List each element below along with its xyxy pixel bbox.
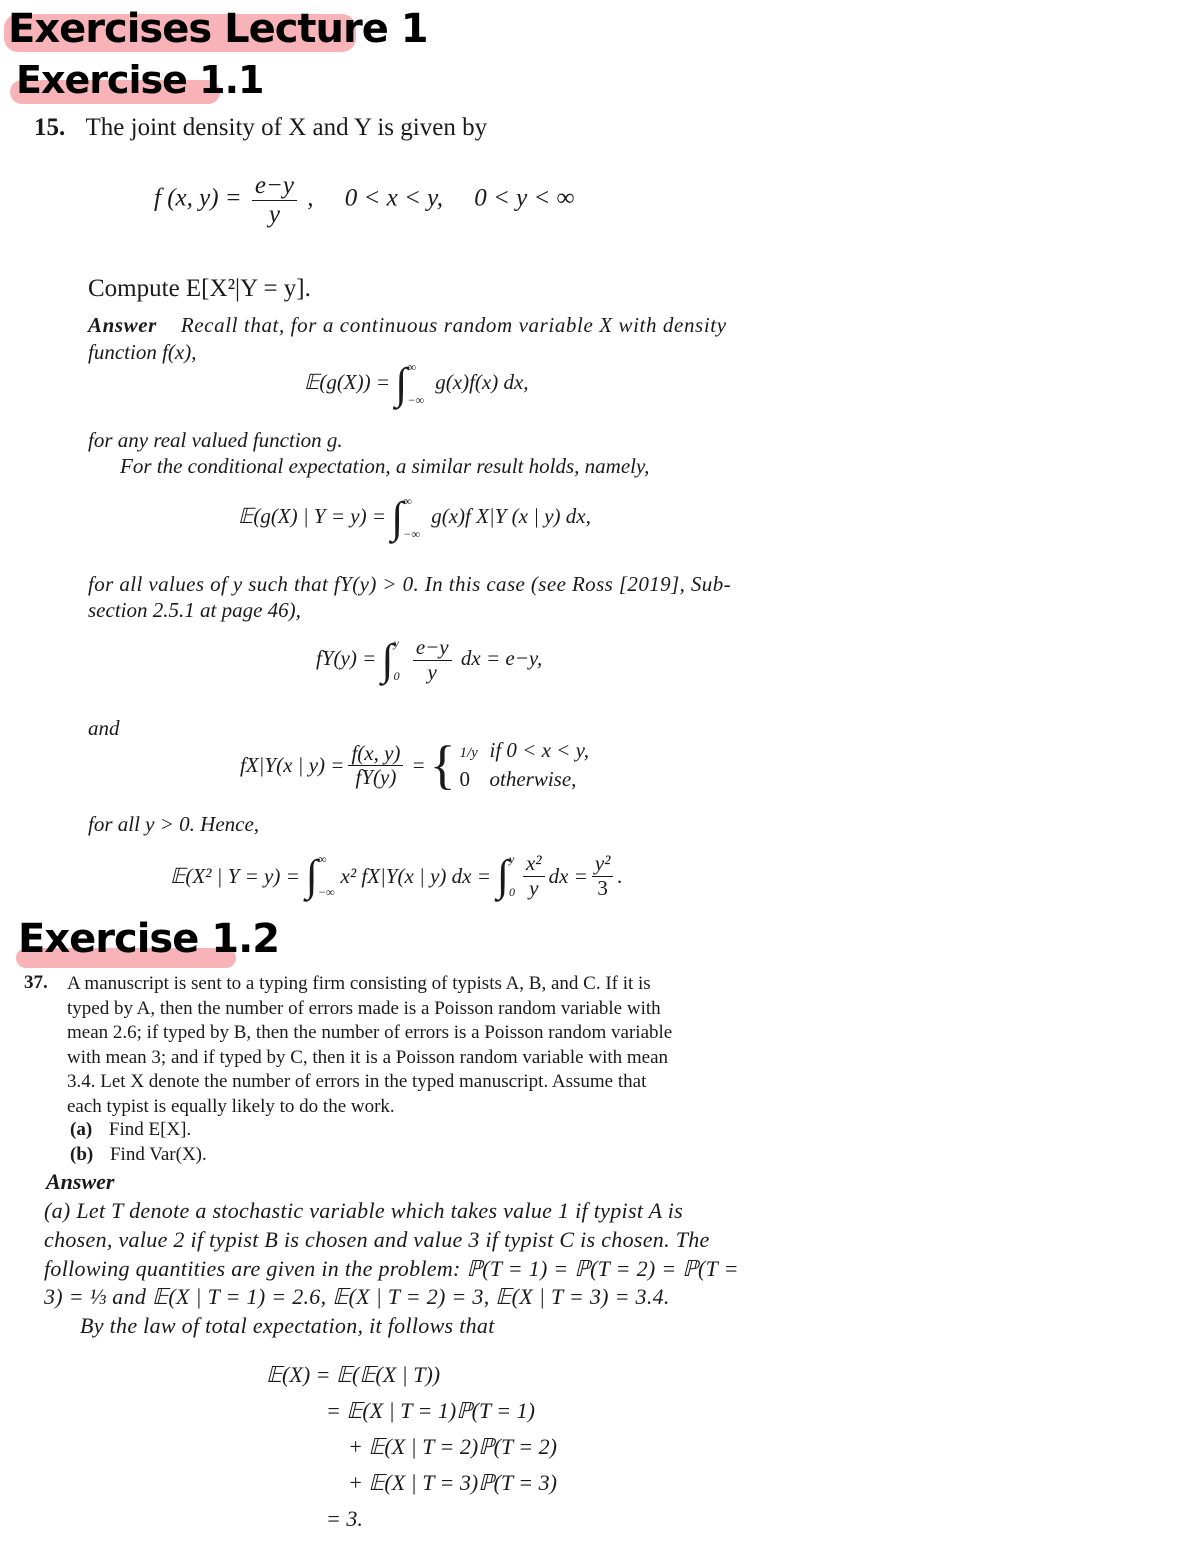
period: .	[617, 863, 623, 888]
case-1-condition: if 0 < x < y,	[489, 738, 589, 762]
lecture-heading: Exercises Lecture 1	[8, 6, 428, 52]
answer-line: chosen, value 2 if typist B is chosen and value 3 if typist C is chosen. The	[44, 1226, 710, 1252]
problem-line: typed by A, then the number of errors made is a Poisson random variable with	[67, 997, 661, 1019]
derivation-line-2: = 𝔼(X | T = 1)ℙ(T = 1)	[326, 1398, 535, 1423]
lower-limit: 0	[508, 885, 515, 899]
problem-number: 15.	[34, 114, 66, 141]
density-conditions: , 0 < x < y, 0 < y < ∞	[307, 184, 575, 212]
part-b-label: (b)	[70, 1144, 94, 1165]
answer-intro	[88, 313, 727, 338]
eq3-numerator: e−y	[413, 636, 452, 660]
conditional-intro: For the conditional expectation, a similar result holds, namely,	[120, 454, 650, 478]
case-1	[460, 736, 590, 765]
conditional-density-equation	[240, 736, 589, 795]
compute-statement: Compute E[X²|Y = y].	[88, 275, 311, 302]
derivation-line-4: + 𝔼(X | T = 3)ℙ(T = 3)	[348, 1470, 557, 1495]
derivation-line-5: = 3.	[326, 1506, 363, 1531]
problem-number-37: 37.	[24, 972, 48, 993]
part-a-text: Find E[X].	[108, 1119, 192, 1140]
density-fraction	[252, 172, 297, 228]
upper-limit: ∞	[317, 852, 327, 866]
eq1-rhs: g(x)f(x) dx,	[435, 369, 529, 394]
integral-limits	[403, 494, 420, 542]
density-lhs: f (x, y) =	[154, 184, 242, 212]
integral-limits	[407, 360, 424, 408]
marginal-density-equation	[316, 636, 542, 684]
eq4-fraction	[348, 742, 403, 789]
eq4-lhs: fX|Y(x | y) =	[240, 752, 345, 777]
eq4-numerator: f(x, y)	[348, 742, 403, 766]
conditional-expectation-equation	[238, 494, 591, 542]
integral-sign: ∫	[395, 359, 408, 408]
eq3-lhs: fY(y) =	[316, 645, 377, 670]
upper-limit: ∞	[407, 360, 416, 374]
integral-sign: ∫	[391, 493, 404, 542]
eq3-fraction	[413, 636, 452, 683]
exercise-1-2-heading: Exercise 1.2	[18, 916, 280, 962]
integral-limits	[509, 852, 515, 900]
upper-limit: y	[508, 852, 515, 866]
upper-limit: y	[393, 636, 399, 650]
part-b	[70, 1144, 207, 1166]
exercise-1-1-heading: Exercise 1.1	[16, 58, 264, 102]
lower-limit: 0	[393, 669, 400, 683]
problem-line: each typist is equally likely to do the work.	[67, 1095, 395, 1117]
cases	[460, 736, 590, 795]
part-b-text: Find Var(X).	[109, 1144, 207, 1165]
eq5-fraction	[523, 852, 545, 899]
section-reference: section 2.5.1 at page 46),	[88, 598, 301, 622]
density-numerator: e−y	[252, 172, 297, 201]
derivation-line-1: 𝔼(X) = 𝔼(𝔼(X | T))	[266, 1362, 441, 1387]
case-2-condition: otherwise,	[489, 767, 577, 792]
problem-line: with mean 3; and if typed by C, then it is a Poisson random variable with mean	[67, 1046, 669, 1068]
case-2-value: 0	[459, 767, 470, 792]
eq5-dx: dx =	[548, 863, 588, 888]
eq3-denominator: y	[427, 659, 437, 684]
eq5-result-numerator: y²	[592, 852, 614, 876]
problem-15	[34, 114, 487, 142]
eq5-frac-denominator: y	[529, 875, 539, 900]
lower-limit: −∞	[317, 885, 335, 899]
left-brace: {	[429, 735, 456, 796]
answer-line: (a) Let T denote a stochastic variable which takes value 1 if typist A is	[44, 1198, 684, 1223]
lower-limit: −∞	[403, 527, 420, 541]
problem-line: A manuscript is sent to a typing firm consisting of typists A, B, and C. If it is	[67, 973, 651, 994]
for-any-function: for any real valued function g.	[88, 428, 343, 452]
integral-sign: ∫	[496, 851, 509, 900]
answer-label: Answer	[88, 313, 157, 337]
integral-sign: ∫	[381, 635, 394, 684]
eq3-rhs: dx = e−y,	[460, 645, 543, 670]
answer-label: Answer	[46, 1169, 115, 1194]
eq5-lhs: 𝔼(X² | Y = y) =	[170, 863, 300, 888]
problem-prompt: The joint density of X and Y is given by	[85, 114, 488, 141]
equals-sign: =	[411, 752, 426, 777]
law-total-expectation-line: By the law of total expectation, it follows that	[80, 1313, 495, 1338]
problem-line: mean 2.6; if typed by B, then the number of errors is a Poisson random variable	[67, 1022, 673, 1043]
hence-line: for all y > 0. Hence,	[88, 812, 260, 836]
answer-line: following quantities are given in the problem: ℙ(T = 1) = ℙ(T = 2) = ℙ(T =	[44, 1255, 739, 1281]
density-denominator: y	[268, 200, 280, 228]
eq5-result	[592, 852, 614, 899]
problem-37-text	[67, 972, 707, 1119]
and-word: and	[88, 716, 120, 740]
upper-limit: ∞	[403, 494, 412, 508]
integral-limits	[394, 636, 400, 684]
eq5-result-denominator: 3	[597, 875, 608, 900]
eq1-lhs: 𝔼(g(X)) =	[304, 369, 391, 394]
for-all-values: for all values of y such that fY(y) > 0. In this case (see Ross [2019], Sub-	[88, 572, 731, 596]
integral-limits	[318, 852, 335, 900]
eq2-lhs: 𝔼(g(X) | Y = y) =	[238, 503, 386, 528]
case-1-value: 1/y	[459, 745, 478, 761]
derivation-line-3: + 𝔼(X | T = 2)ℙ(T = 2)	[348, 1434, 557, 1459]
lower-limit: −∞	[407, 393, 425, 407]
integral-sign: ∫	[305, 851, 318, 900]
answer-text: Recall that, for a continuous random variable X with density	[180, 313, 727, 337]
final-expectation-equation	[170, 852, 623, 900]
eq4-denominator: fY(y)	[355, 764, 397, 789]
eq2-rhs: g(x)f X|Y (x | y) dx,	[431, 503, 591, 528]
density-equation	[154, 172, 574, 228]
expectation-equation	[304, 360, 529, 408]
answer-paragraph	[44, 1197, 844, 1312]
part-a-label: (a)	[70, 1119, 93, 1140]
answer-line: 3) = ⅓ and 𝔼(X | T = 1) = 2.6, 𝔼(X | T = 2) = 3, 𝔼(X | T = 3) = 3.4.	[44, 1284, 670, 1310]
problem-line: 3.4. Let X denote the number of errors in the typed manuscript. Assume that	[67, 1071, 647, 1092]
eq5-middle: x² fX|Y(x | y) dx =	[340, 863, 491, 888]
eq5-frac-numerator: x²	[523, 852, 545, 876]
case-2	[460, 765, 590, 794]
part-a	[70, 1119, 191, 1141]
answer-text-2: function f(x),	[88, 340, 197, 364]
